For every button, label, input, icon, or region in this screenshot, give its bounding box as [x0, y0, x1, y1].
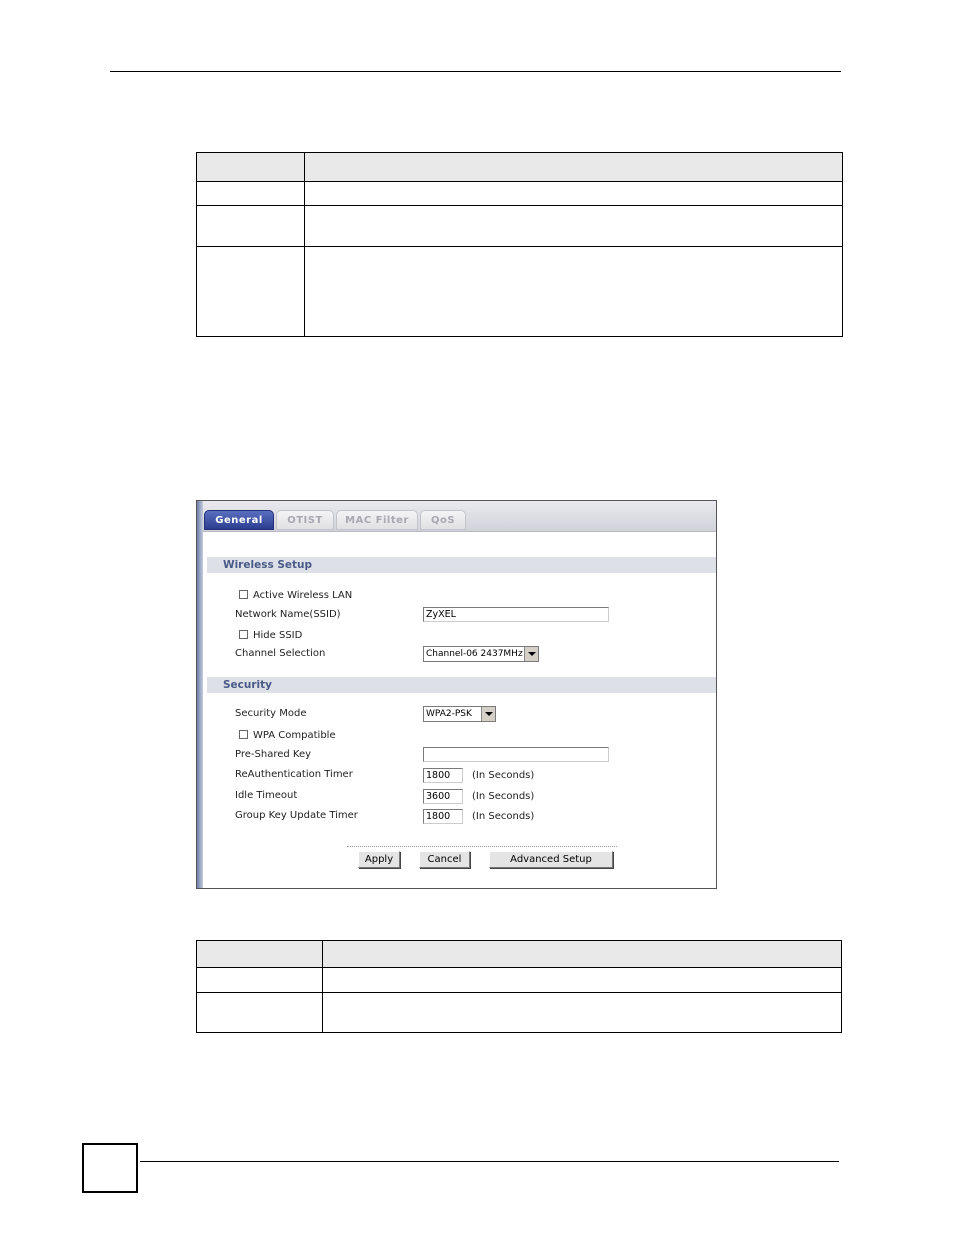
- network-name-label: Network Name(SSID): [235, 609, 341, 620]
- tab-general[interactable]: General: [204, 510, 274, 530]
- table-row: [197, 182, 843, 206]
- active-wireless-lan-label: Active Wireless LAN: [253, 590, 353, 601]
- idle-timeout-label: Idle Timeout: [235, 790, 298, 801]
- tab-otist[interactable]: OTIST: [276, 510, 334, 530]
- section-heading-security: Security: [207, 677, 717, 693]
- cancel-button[interactable]: Cancel: [419, 851, 470, 868]
- table-row: [197, 206, 843, 247]
- security-mode-value: WPA2-PSK: [426, 709, 472, 719]
- pre-shared-key-input[interactable]: [423, 747, 609, 762]
- group-key-update-timer-label: Group Key Update Timer: [235, 810, 358, 821]
- wpa-compatible-checkbox[interactable]: [239, 730, 248, 739]
- pre-shared-key-label: Pre-Shared Key: [235, 749, 312, 760]
- group-key-update-timer-input[interactable]: 1800: [423, 809, 463, 824]
- group-key-update-timer-unit: (In Seconds): [472, 811, 535, 822]
- description-table-bottom: [196, 940, 842, 1033]
- left-accent-bar: [197, 501, 203, 888]
- security-mode-select[interactable]: [423, 706, 496, 722]
- table-row: [197, 968, 842, 993]
- reauth-timer-label: ReAuthentication Timer: [235, 769, 353, 780]
- reauth-timer-unit: (In Seconds): [472, 770, 535, 781]
- reauth-timer-input[interactable]: 1800: [423, 768, 463, 783]
- header-rule: [110, 71, 841, 72]
- advanced-setup-button[interactable]: Advanced Setup: [489, 851, 613, 868]
- tab-qos[interactable]: QoS: [420, 510, 466, 530]
- channel-selection-label: Channel Selection: [235, 648, 326, 659]
- wpa-compatible-label: WPA Compatible: [253, 730, 336, 741]
- table-header-row: [197, 941, 842, 968]
- chevron-down-icon[interactable]: [481, 707, 495, 721]
- page-number-box: [82, 1143, 138, 1193]
- table-header-row: [197, 153, 843, 182]
- active-wireless-lan-checkbox[interactable]: [239, 590, 248, 599]
- tab-mac-filter[interactable]: MAC Filter: [336, 510, 418, 530]
- network-name-input[interactable]: ZyXEL: [423, 607, 609, 622]
- apply-button[interactable]: Apply: [358, 851, 400, 868]
- idle-timeout-input[interactable]: 3600: [423, 789, 463, 804]
- hide-ssid-checkbox[interactable]: [239, 630, 248, 639]
- button-divider: [347, 846, 617, 847]
- security-mode-label: Security Mode: [235, 708, 307, 719]
- channel-selection-value: Channel-06 2437MHz: [426, 649, 523, 659]
- table-row: [197, 993, 842, 1033]
- table-row: [197, 247, 843, 337]
- description-table-top: [196, 152, 843, 337]
- section-heading-wireless-setup: Wireless Setup: [207, 557, 717, 573]
- channel-selection-select[interactable]: [423, 646, 539, 662]
- idle-timeout-unit: (In Seconds): [472, 791, 535, 802]
- hide-ssid-label: Hide SSID: [253, 630, 303, 641]
- tab-bar: [203, 501, 716, 532]
- chevron-down-icon[interactable]: [524, 647, 538, 661]
- footer-rule: [140, 1161, 839, 1162]
- wireless-lan-screenshot: [196, 500, 717, 889]
